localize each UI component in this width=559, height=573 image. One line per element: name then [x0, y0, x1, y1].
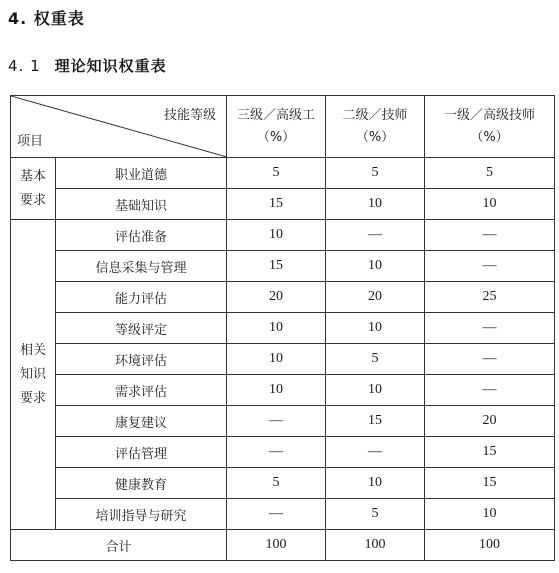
cell-value: 10 [326, 313, 425, 344]
cell-value: 10 [326, 189, 425, 220]
table-row [11, 499, 555, 530]
header-row [11, 96, 555, 158]
table-row [11, 282, 555, 313]
row-name: 健康教育 [56, 468, 227, 499]
row-name: 评估准备 [56, 220, 227, 251]
cell-value: 5 [326, 499, 425, 530]
row-name: 等级评定 [56, 313, 227, 344]
cell-value: 15 [326, 406, 425, 437]
table-row [11, 158, 555, 189]
cell-value: — [425, 313, 555, 344]
item-label: 项目 [17, 134, 44, 149]
row-name: 信息采集与管理 [56, 251, 227, 282]
cell-value: 10 [326, 375, 425, 406]
cell-value: 10 [425, 189, 555, 220]
column-header-level3: 三级／高级工 （%） [227, 96, 326, 158]
skill-level-label: 技能等级 [163, 108, 216, 123]
cell-value: 10 [227, 313, 326, 344]
table-row [11, 437, 555, 468]
cell-value: 15 [227, 189, 326, 220]
cell-value: 20 [425, 406, 555, 437]
row-name: 职业道德 [56, 158, 227, 189]
cell-value: 20 [227, 282, 326, 313]
column-header-level1: 一级／高级技师 （%） [425, 96, 555, 158]
column-header-level2: 二级／技师 （%） [326, 96, 425, 158]
cell-value: — [326, 437, 425, 468]
cell-value: 10 [425, 499, 555, 530]
row-name: 基础知识 [56, 189, 227, 220]
total-value: 100 [425, 530, 555, 561]
table-row [11, 313, 555, 344]
cell-value: 5 [326, 344, 425, 375]
cell-value: — [425, 251, 555, 282]
cell-value: 10 [227, 344, 326, 375]
cell-value: 15 [425, 437, 555, 468]
section-heading: 4. 权重表 [8, 9, 85, 28]
cell-value: — [425, 375, 555, 406]
row-name: 能力评估 [56, 282, 227, 313]
table-row [11, 220, 555, 251]
cell-value: 10 [326, 468, 425, 499]
cell-value: — [227, 499, 326, 530]
subsection-title: 理论知识权重表 [54, 57, 167, 75]
subsection-number: 4. 1 [8, 57, 41, 75]
cell-value: — [425, 344, 555, 375]
row-name: 评估管理 [56, 437, 227, 468]
cell-value: — [227, 437, 326, 468]
row-name: 需求评估 [56, 375, 227, 406]
cell-value: — [326, 220, 425, 251]
cell-value: 10 [227, 220, 326, 251]
cell-value: 25 [425, 282, 555, 313]
total-value: 100 [326, 530, 425, 561]
cell-value: 5 [227, 468, 326, 499]
table-row [11, 251, 555, 282]
total-value: 100 [227, 530, 326, 561]
cell-value: 10 [326, 251, 425, 282]
subsection-heading [8, 55, 167, 76]
cell-value: 5 [227, 158, 326, 189]
total-row [11, 530, 555, 561]
diagonal-header-cell [11, 96, 227, 158]
cell-value: 15 [227, 251, 326, 282]
row-name: 培训指导与研究 [56, 499, 227, 530]
row-name: 康复建议 [56, 406, 227, 437]
table-row [11, 344, 555, 375]
cell-value: — [425, 220, 555, 251]
weight-table [10, 95, 555, 561]
cell-value: 5 [326, 158, 425, 189]
total-label: 合计 [11, 530, 227, 561]
cell-value: 20 [326, 282, 425, 313]
cell-value: — [227, 406, 326, 437]
table-row [11, 406, 555, 437]
cell-value: 5 [425, 158, 555, 189]
table-row [11, 468, 555, 499]
cell-value: 10 [227, 375, 326, 406]
table-row [11, 375, 555, 406]
row-name: 环境评估 [56, 344, 227, 375]
cell-value: 15 [425, 468, 555, 499]
group-basic-requirements: 基本 要求 [11, 158, 56, 220]
group-related-knowledge: 相关 知识 要求 [11, 220, 56, 530]
table-row [11, 189, 555, 220]
